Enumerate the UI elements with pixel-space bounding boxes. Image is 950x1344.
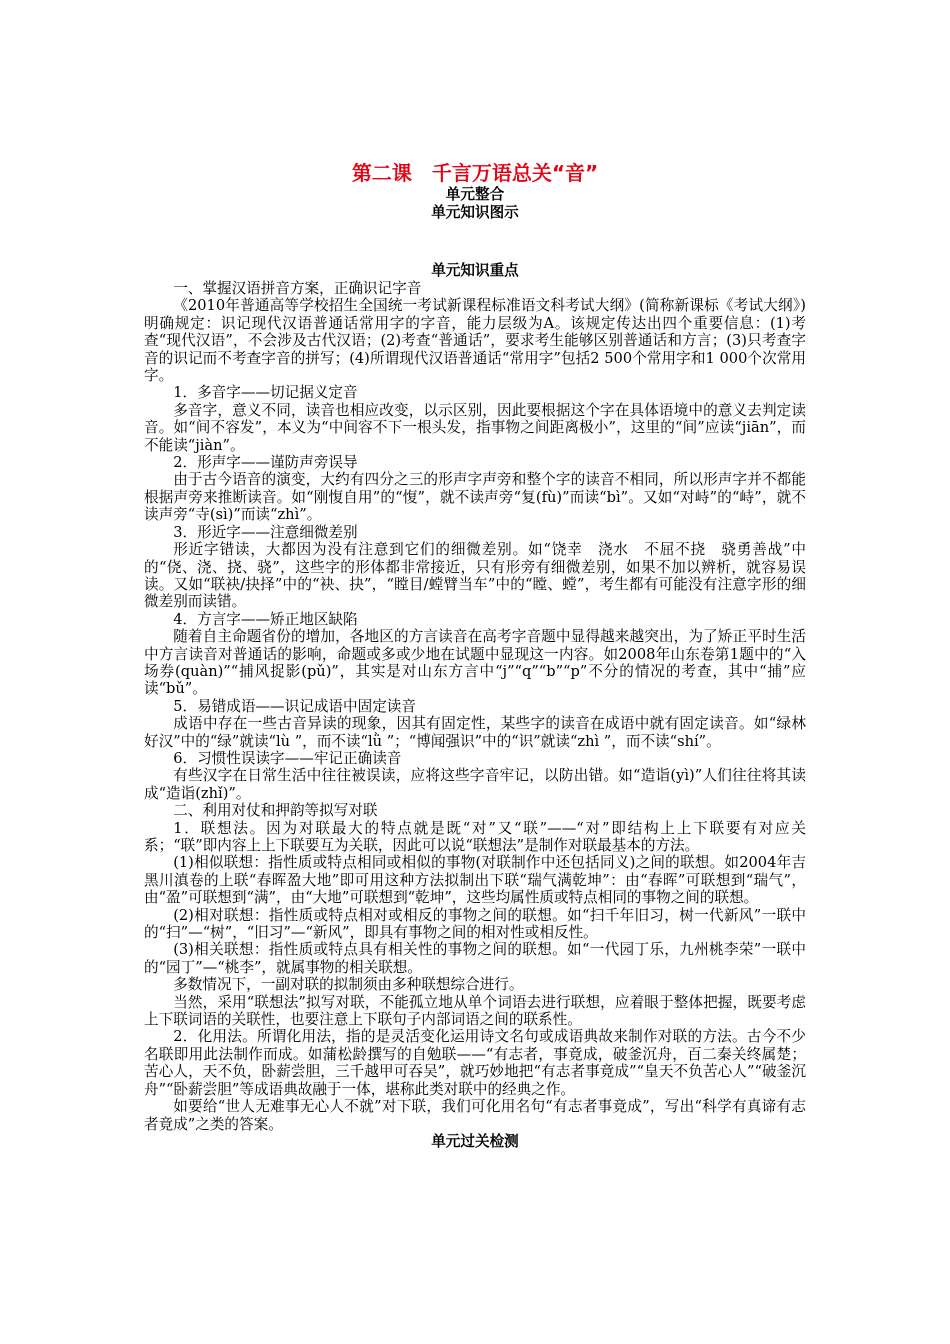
section-heading: 3．形近字——注意细微差别 — [173, 523, 358, 541]
paragraph: 成语中存在一些古音异读的现象，因其有固定性，某些字的读音在成语中就有固定读音。如“绿林好汉”中的“绿”就读“lù ”，而不读“lǜ ”；“博闻强识”中的“识”就读“zhì ”，而不读“shí”。 — [144, 715, 806, 750]
paragraph: (3)相关联想：指性质或特点具有相关性的事物之间的联想。如“一代园丁乐，九州桃李荣”一联中的“园丁”—“桃李”，就属事物的相关联想。 — [144, 941, 806, 976]
diagram-placeholder — [144, 222, 806, 262]
paragraph: 1．联想法。因为对联最大的特点就是既“对”又“联”——“对”即结构上上下联要有对应关系；“联”即内容上上下联要互为关联，因此可以说“联想法”是制作对联最基本的方法。 — [144, 819, 806, 854]
body-text — [144, 280, 806, 1133]
paragraph: (1)相似联想：指性质或特点相同或相似的事物(对联制作中还包括同义)之间的联想。如2004年吉黑川滇卷的上联“春晖盈大地”即可用这种方法拟制出下联“瑞气满乾坤”：由“春晖”可联想到“瑞气”，由“盈”可联想到“满”，由“大地”可联想到“乾坤”，这些均属性质或特点相同的事物之间的联想。 — [144, 854, 806, 907]
unit-diagram-heading: 单元知识图示 — [431, 204, 519, 221]
paragraph: 当然，采用“联想法”拟写对联，不能孤立地从单个词语去进行联想，应着眼于整体把握，既要考虑上下联词语的关联性，也要注意上下联句子内部词语之间的联系性。 — [144, 993, 806, 1029]
unit-test-heading: 单元过关检测 — [431, 1132, 519, 1150]
section-heading: 一、掌握汉语拼音方案，正确识记字音 — [173, 280, 422, 297]
unit-summary-heading: 单元整合 — [445, 186, 505, 203]
document-page — [144, 160, 806, 1151]
paragraph: 随着自主命题省份的增加，各地区的方言读音在高考字音题中显得越来越突出，为了矫正平时生活中方言读音对普通话的影响，命题或多或少地在试题中显现这一内容。如2008年山东卷第1题中的“入场券(quàn)”“捕风捉影(pǔ)”，其实是对山东方言中“j”“q”“b”“p”不分的情况的考查，其中“捕”应读“bǔ”。 — [144, 628, 806, 698]
paragraph: 2．化用法。所谓化用法，指的是灵活变化运用诗文名句或成语典故来制作对联的方法。古今不少名联即用此法制作而成。如蒲松龄撰写的自勉联——“有志者，事竟成，破釜沉舟，百二秦关终属楚；苦心人，天不负，卧薪尝胆，三千越甲可吞吴”，就巧妙地把“有志者事竟成”“皇天不负苦心人”“破釜沉舟”“卧薪尝胆”等成语典故融于一体，堪称此类对联中的经典之作。 — [144, 1028, 806, 1098]
section-heading: 2．形声字——谨防声旁误导 — [173, 454, 358, 472]
section-heading: 二、利用对仗和押韵等拟写对联 — [173, 802, 378, 820]
key-points-heading: 单元知识重点 — [431, 262, 519, 279]
section-heading: 4．方言字——矫正地区缺陷 — [173, 610, 358, 628]
paragraph: 由于古今语音的演变，大约有四分之三的形声字声旁和整个字的读音不相同，所以形声字并不都能根据声旁来推断读音。如“刚愎自用”的“愎”，就不读声旁“复(fù)”而读“bì”。又如“对峙”的“峙”，就不读声旁“寺(sì)”而读“zhì”。 — [144, 471, 806, 524]
section-heading: 1．多音字——切记据义定音 — [173, 384, 358, 402]
section-heading: 6．习惯性误读字——牢记正确读音 — [173, 749, 402, 767]
paragraph: 有些汉字在日常生活中往往被误读，应将这些字音牢记，以防出错。如“造诣(yì)”人们往往将其读成“造诣(zhǐ)”。 — [144, 767, 806, 802]
section-heading: 5．易错成语——识记成语中固定读音 — [173, 697, 416, 715]
paragraph: 多音字，意义不同，读音也相应改变，以示区别，因此要根据这个字在具体语境中的意义去判定读音。如“间不容发”，本义为“中间容不下一根头发，指事物之间距离极小”，这里的“间”应读“jiān”，而不能读“jiàn”。 — [144, 401, 806, 454]
paragraph: (2)相对联想：指性质或特点相对或相反的事物之间的联想。如“扫千年旧习，树一代新风”一联中的“扫”—“树”，“旧习”—“新风”，即具有事物之间的相对性或相反性。 — [144, 906, 806, 942]
paragraph: 形近字错读，大都因为没有注意到它们的细微差别。如“饶幸 浇水 不屈不挠 骁勇善战”中的“侥、浇、挠、骁”，这些字的形体都非常接近，只有形旁有细微差别，如果不加以辨析，就容易误读。又如“联袂/抉择”中的“袂、抉”，“瞠目/螳臂当车”中的“瞠、螳”，考生都有可能没有注意字形的细微差别而读错。 — [144, 541, 806, 611]
paragraph: 多数情况下，一副对联的拟制须由多种联想综合进行。 — [173, 976, 524, 994]
paragraph: 如要给“世人无难事无心人不就”对下联，我们可化用名句“有志者事竟成”，写出“科学有真谛有志者竟成”之类的答案。 — [144, 1098, 806, 1133]
lesson-title: 第二课 千言万语总关“音” — [351, 161, 599, 185]
paragraph: 《2010年普通高等学校招生全国统一考试新课程标准语文科考试大纲》(简称新课标《考试大纲》)明确规定：识记现代汉语普通话常用字的字音，能力层级为A。该规定传达出四个重要信息：(1)考查“现代汉语”，不会涉及古代汉语；(2)考查“普通话”，要求考生能够区别普通话和方言；(3)只考查字音的识记而不考查字音的拼写；(4)所谓现代汉语普通话“常用字”包括2 500个常用字和1 000个次常用字。 — [144, 297, 806, 385]
